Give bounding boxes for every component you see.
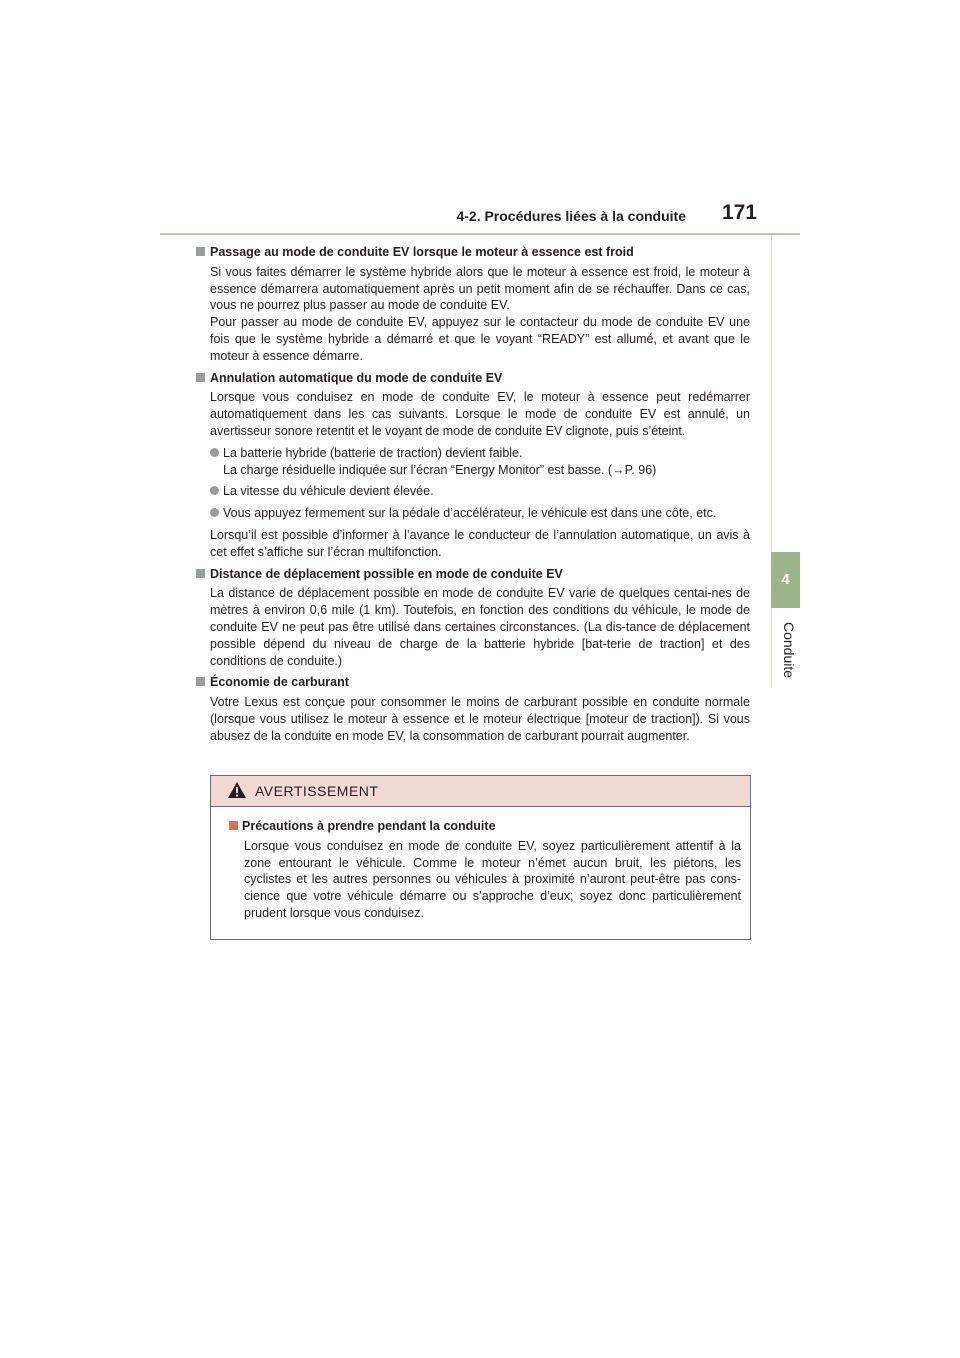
page-header	[160, 200, 800, 230]
list-item: Vous appuyez fermement sur la pédale d’accélérateur, le véhicule est dans une côte, etc.	[210, 505, 750, 522]
paragraph: Lorsqu’il est possible d’informer à l’avance le conducteur de l’annulation automatique, un avis à cet effet s’affiche sur l’écran multifonction.	[210, 527, 750, 559]
chapter-tab	[771, 552, 800, 608]
square-bullet-icon	[196, 677, 205, 686]
chapter-label: Conduite	[781, 621, 797, 679]
round-bullet-icon	[210, 448, 219, 457]
list-item: La batterie hybride (batterie de traction) devient faible. La charge résiduelle indiquée sur l’écran “Energy Monitor” est basse. (→P. 96)	[210, 445, 750, 479]
square-bullet-icon	[196, 247, 205, 256]
warning-heading: Précautions à prendre pendant la conduite	[229, 818, 741, 835]
section-heading: Passage au mode de conduite EV lorsque le moteur à essence est froid	[196, 244, 736, 261]
page-number: 171	[721, 201, 757, 224]
round-bullet-icon	[210, 508, 219, 517]
header-divider	[160, 233, 800, 235]
list-item: La vitesse du véhicule devient élevée.	[210, 483, 750, 500]
section-heading: Annulation automatique du mode de conduite EV	[196, 370, 736, 387]
warning-body	[229, 818, 741, 927]
warning-triangle-icon	[227, 781, 247, 799]
warning-title: AVERTISSEMENT	[255, 783, 379, 799]
section-heading: Distance de déplacement possible en mode de conduite EV	[196, 566, 736, 583]
section-title: 4-2. Procédures liées à la conduite	[456, 208, 686, 224]
warning-header	[211, 776, 750, 807]
round-bullet-icon	[210, 486, 219, 495]
tab-divider	[771, 235, 772, 553]
paragraph: Si vous faites démarrer le système hybride alors que le moteur à essence est froid, le moteur à essence démarrera automatiquement après un petit moment afin de se réchauffer. Dans ce cas, vous ne pourrez plus passer au mode de conduite EV.	[210, 264, 750, 313]
main-content	[210, 244, 750, 750]
square-bullet-icon	[229, 821, 238, 830]
warning-text: Lorsque vous conduisez en mode de conduite EV, soyez particulièrement attentif à la zone entourant le véhicule. Comme le moteur n’émet aucun bruit, les piétons, les cyclistes et les autres personnes ou véhicules à proximité n’auront peut-être pas cons-cience que votre véhicule démarre ou s’approche d’eux; soyez donc particulièrement prudent lorsque vous conduisez.	[244, 838, 741, 920]
square-bullet-icon	[196, 373, 205, 382]
square-bullet-icon	[196, 569, 205, 578]
paragraph: La distance de déplacement possible en mode de conduite EV varie de quelques centai-nes de mètres à environ 0,6 mile (1 km). Toutefois, en fonction des conditions du véhicule, le mode de conduite EV ne peut pas être utilisé dans certaines circonstances. (La dis-tance de déplacement possible dépend du niveau de charge de la batterie hybride [bat-terie de traction] et des conditions de conduite.)	[210, 586, 750, 668]
section-heading: Économie de carburant	[196, 674, 736, 691]
chapter-number: 4	[781, 571, 790, 588]
paragraph: Lorsque vous conduisez en mode de conduite EV, le moteur à essence peut redémarrer automatiquement dans les cas suivants. Lorsque le mode de conduite EV est annulé, un avertisseur sonore retentit et le voyant de mode de conduite EV clignote, puis s’éteint.	[210, 390, 750, 438]
warning-box	[210, 775, 751, 940]
paragraph: Votre Lexus est conçue pour consommer le moins de carburant possible en conduite normale (lorsque vous utilisez le moteur à essence et le moteur électrique [moteur de traction]). Si vous abusez de la conduite en mode EV, la consommation de carburant pourrait augmenter.	[210, 695, 750, 743]
paragraph: Pour passer au mode de conduite EV, appuyez sur le contacteur du mode de conduite EV une fois que le système hybride a démarré et que le voyant “READY” est allumé, et avant que le moteur à essence démarre.	[210, 315, 750, 363]
tab-divider-lower	[771, 608, 772, 688]
